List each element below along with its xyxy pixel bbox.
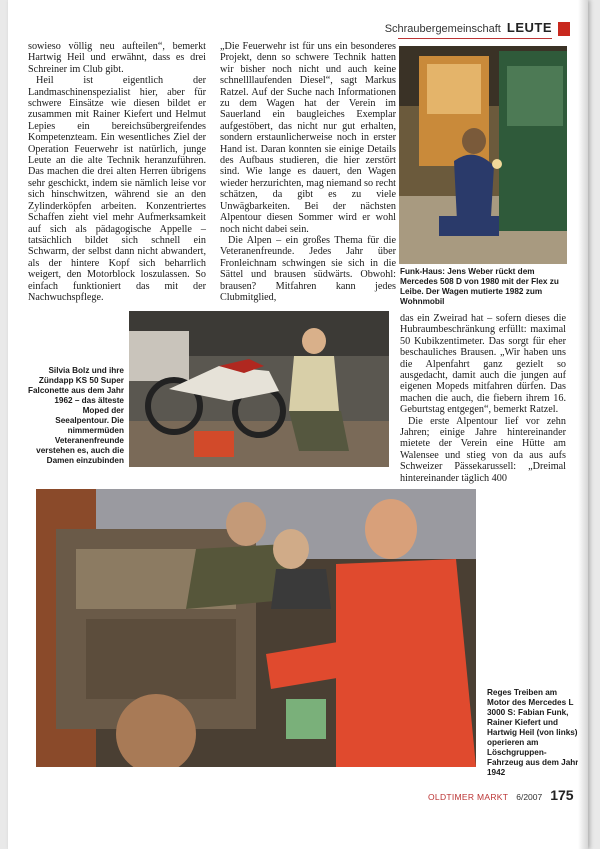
- header-accent-bar: [558, 22, 570, 36]
- photo-engine-image: [36, 489, 476, 767]
- photo-wohnmobil-image: [399, 46, 567, 264]
- paragraph: „Die Feuerwehr ist für uns ein besonderes Projekt, denn so schwere Technik hatten wir bisher noch nicht und auch keine schnellllaufenden Diesel“, sagt Markus Ratzel. Auf der Suche nach Informationen zu dem Wagen hat der Verein im Sauerland ein baugleiches Exemplar aufgestöbert, das nicht nur gut erhalten, sondern erstaunlicherweise noch in erster Hand ist. Daran konnten sie einige Details des Aufbaus studieren, die hier zerstört sind. Wie lange es dauert, den Wagen wieder herzurichten, mag niemand so recht schätzen, da gibt es zu viele Unwägbarkeiten. Bei der nächsten Alpentour diesen Sommer wird er wohl noch nicht dabei sein.: [220, 41, 396, 235]
- photo-engine: [36, 489, 476, 767]
- paragraph: Die Alpen – ein großes Thema für die Veteranenfreunde. Jedes Jahr über Fronleichnam schwingen sie sich in die Sättel und brausen südwärts. Obwohl: brausen? Mitfahren kann jedes Clubmitglied,: [220, 234, 396, 303]
- text-column-3: [400, 313, 566, 484]
- paragraph: Heil ist eigentlich der Landmaschinenspezialist hier, aber für schwere Einsätze wie diesen bildet er zusammen mit Rainer Kiefert und Helmut Lepies ein bereichsübergreifendes Kompetenzteam. Ein wesentliches Ziel der Operation Feuerwehr ist natürlich, junge Leute an die alte Technik heranzuführen. Das machen die drei alten Herren übrigens sehr geschickt, indem sie nämlich leise vor sich hinschwitzen, während sie an den Zylinderköpfen arbeiten. Konzentriertes Schaffen zieht viel mehr Aufmerksamkeit auf sich als pädagogische Appelle – tatsächlich bildet sich schnell ein Schwarm, der selbst dann nicht abwandert, als der hintere Kopf sich beharrlich weigert, den Motorblock loszulassen. So einfach funktioniert das mit der Nachwuchspflege.: [28, 75, 206, 303]
- footer-issue: 6/2007: [516, 792, 543, 802]
- footer-magazine: OLDTIMER MARKT: [428, 792, 509, 802]
- caption-photo-2: Silvia Bolz und ihre Zündapp KS 50 Super Falconette aus dem Jahr 1962 – das älteste Moped der Seealpentour. Die nimmermüden Veteranenfreunde verstehen es, auch die Damen einzubinden: [28, 366, 125, 465]
- paragraph: sowieso völlig neu aufteilen“, bemerkt Hartwig Heil und erwähnt, dass es drei Schreiner im Club gibt.: [28, 41, 206, 75]
- photo-wohnmobil: [399, 46, 567, 264]
- page-number: 175: [550, 787, 574, 803]
- paragraph: das ein Zweirad hat – sofern dieses die Hubraumbeschränkung erfüllt: maximal 50 Kubikzentimeter. Das sorgt für eher beschauliches Brausen. „Wir haben uns die Alpenfahrt ganz gezielt so ausgedacht, damit auch die jungen auf eigenen Mopeds mitfahren dürfen. Das machen die auch, die fiebern ihrem 16. Geburtstag entgegen“, bemerkt Ratzel.: [400, 313, 566, 416]
- page-fold-shadow: [578, 0, 588, 849]
- header-rule: [398, 38, 552, 39]
- photo-moped-image: [129, 311, 389, 467]
- header-name: LEUTE: [506, 20, 552, 35]
- page-footer: [428, 787, 574, 803]
- magazine-page: [8, 0, 588, 849]
- header-section: Schraubergemeinschaft: [384, 23, 501, 35]
- caption-photo-3: Reges Treiben am Motor des Mercedes L 3000 S: Fabian Funk, Rainer Kiefert und Hartwig Heil (von links) operieren am Löschgruppen-Fahrzeug aus dem Jahr 1942: [487, 688, 579, 777]
- text-column-1: [28, 41, 206, 303]
- running-head: [385, 20, 552, 38]
- text-column-2: [220, 41, 396, 303]
- caption-photo-1: Funk-Haus: Jens Weber rückt dem Mercedes 508 D von 1980 mit der Flex zu Leibe. Der Wagen mutierte 1982 zum Wohnmobil: [400, 267, 559, 306]
- paragraph: Die erste Alpentour lief vor zehn Jahren; einige Jahre hintereinander mietete der Verein eine Hütte am Walensee und stieg von da aus aufs Schweizer Pässekarussell: „Dreimal hintereinander täglich 400: [400, 415, 566, 484]
- photo-moped: [129, 311, 389, 467]
